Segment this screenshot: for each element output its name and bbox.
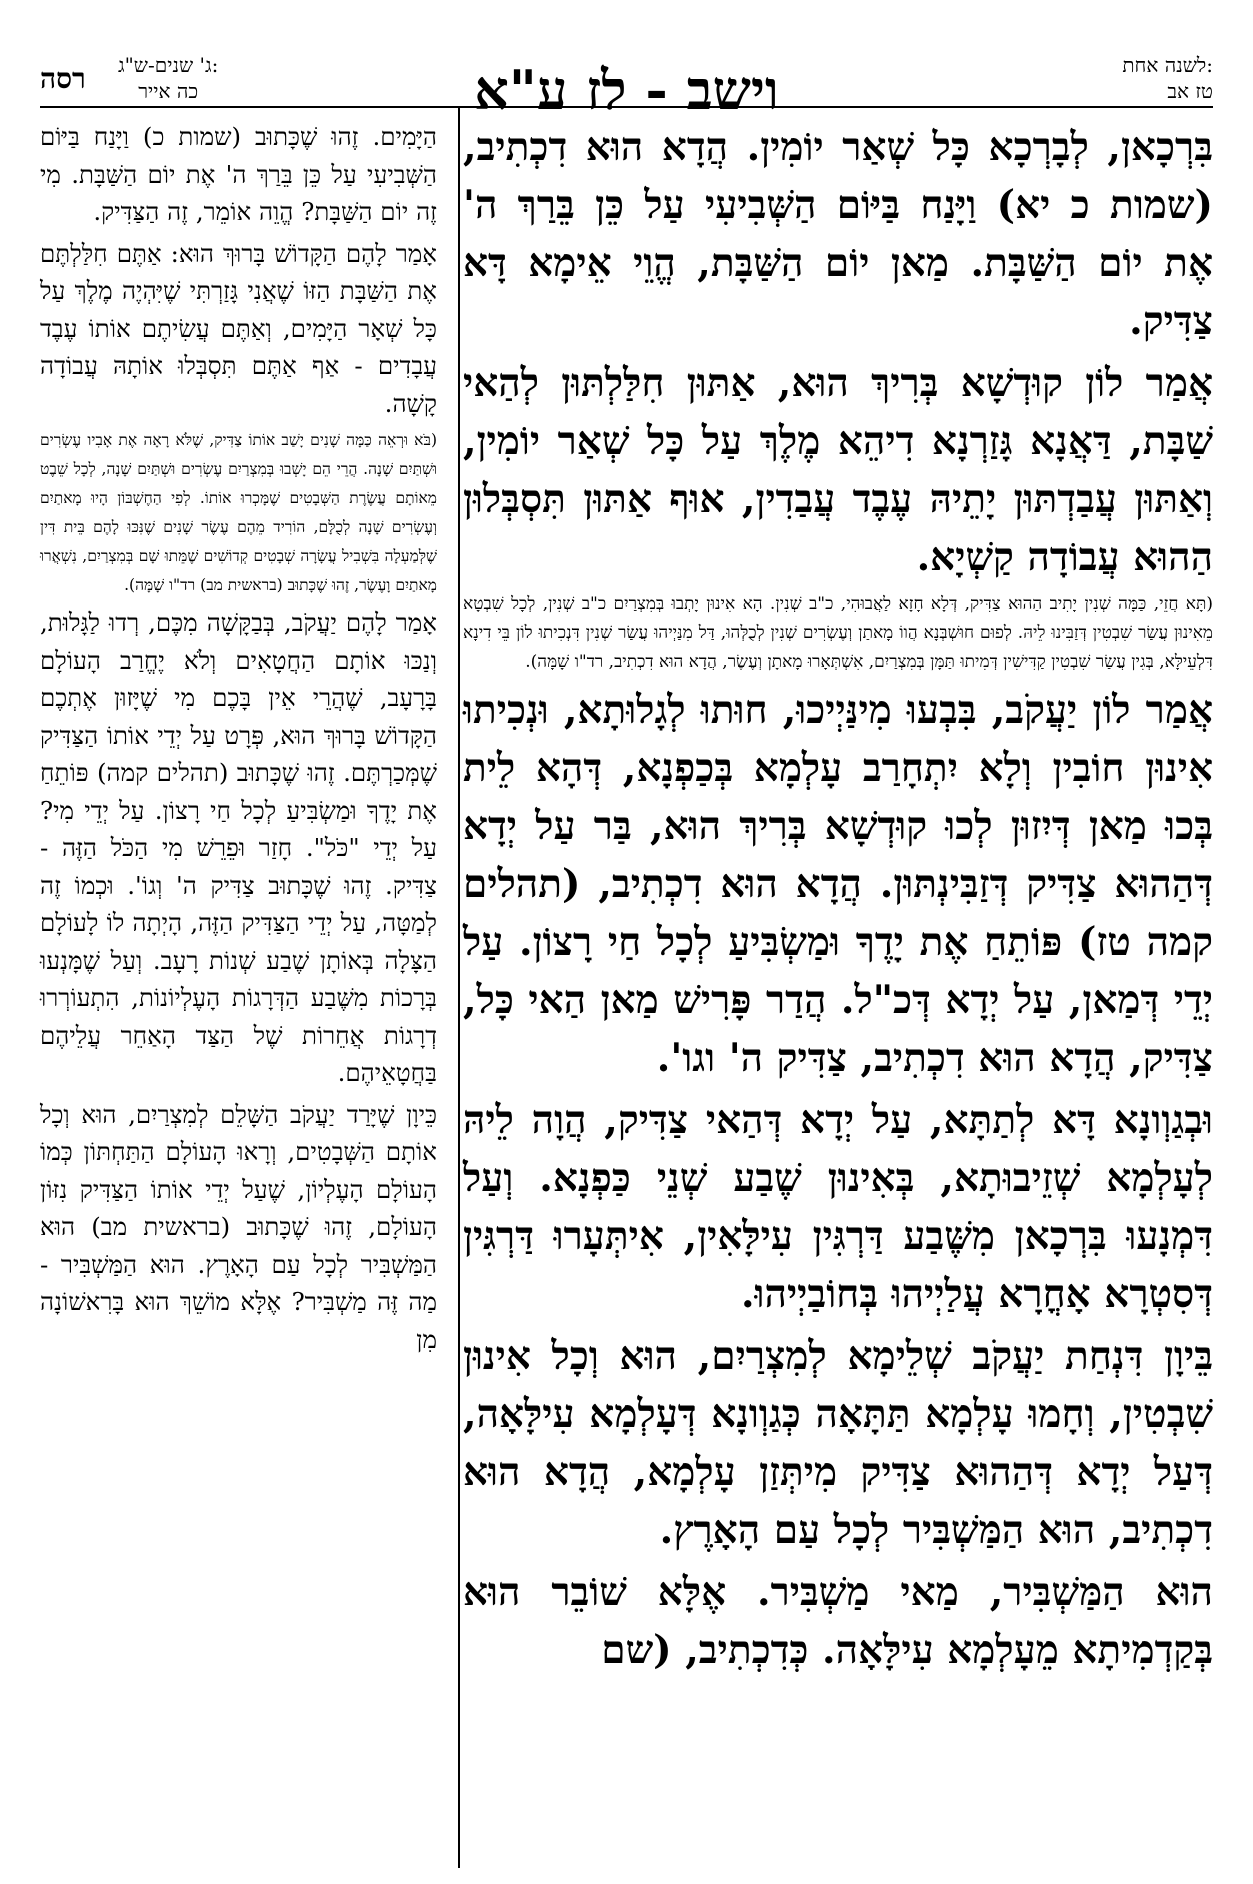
main-paragraph-5: בֵּיוָן דִּנְחַת יַעֲקֹב שְׁלֵימָא לְמִצְרַיִם, הוּא וְכָל אִינוּן שִׁבְטִין, וְחָמוּ עָלְמָא תַּתָּאָה כְּגַוְונָא דְּעָלְמָא עִילָּאָה, דְּעַל יְדָא דְּהַהוּא צַדִּיק מִיתְּזַן עָלְמָא, הֲדָא הוּא דִכְתִיב, הוּא הַמַּשְׁבִּיר לְכָל עַם הָאָרֶץ.	[463, 1333, 1213, 1553]
main-paragraph-6: הוּא הַמַּשְׁבִּיר, מַאי מַשְׁבִּיר. אֶלָּא שׁוֹבֵר הוּא בְּקַדְמִיתָא מֵעָלְמָא עִילָּאָה. כְּדִכְתִיב, (שם	[463, 1569, 1213, 1673]
main-paragraph-3: אֲמַר לוֹן יַעֲקֹב, בִּבְעוּ מִינַּיְיכוּ, חוּתוּ לְגָלוּתָא, וּנְכִיתוּ אִינוּן חוֹבִין וְלָא יִתְחָרַב עָלְמָא בְּכַפְנָא, דְּהָא לֵית בְּכוּ מַאן דְּיִזוּן לְכוּ קוּדְשָׁא בְּרִיךְ הוּא, בַּר עַל יְדָא דְּהַהוּא צַדִּיק דְּזַבִּינְתּוּן. הֲדָא הוּא דִכְתִיב, (תהלים קמה טז) פּוֹתֵחַ אֶת יָדֶךָ וּמַשְׂבִּיעַ לְכָל חַי רָצוֹן. עַל יְדֵי דְּמַאן, עַל יְדָא דְּכ"ל. הֲדַר פָּרִישׁ מַאן הַאי כָּל, צַדִּיק, הֲדָא הוּא דִכְתִיב, צַדִּיק ה' וגו'.	[463, 687, 1213, 1081]
page-title: וישב - לז ע"א	[474, 58, 779, 122]
main-paragraph-4: וּבְגַוְונָא דָּא לְתַתָּא, עַל יְדָא דְּהַאי צַדִּיק, הֲוָה לֵיהּ לְעָלְמָא שְׁזֵיבוּתָא, בְּאִינוּן שֶׁבַע שְׁנֵי כַּפְנָא. וְעַל דִּמְנָעוּ בִּרְכָאן מִשֶּׁבַע דַּרְגִּין עִילָּאִין, אִיתְּעָרוּ דַּרְגִּין דְּסִטְרָא אָחֳרָא עֲלַיְיהוּ בְּחוֹבַיְיהוּ.	[463, 1097, 1213, 1317]
side-paragraph-4: כֵּיוָן שֶׁיָּרַד יַעֲקֹב הַשָּׁלֵם לְמִצְרַיִם, הוּא וְכָל אוֹתָם הַשְּׁבָטִים, וְרָאוּ הָעוֹלָם הַתַּחְתּוֹן כְּמוֹ הָעוֹלָם הָעֶלְיוֹן, שֶׁעַל יְדֵי אוֹתוֹ הַצַּדִּיק נִזּוֹן הָעוֹלָם, זֶהוּ שֶׁכָּתוּב (בראשית מב) הוּא הַמַּשְׁבִּיר לְכָל עַם הָאָרֶץ. הוּא הַמַּשְׁבִּיר - מַה זֶּה מַשְׁבִּיר? אֶלָּא מוֹשֵׁךְ הוּא בָּרִאשׁוֹנָה מִן	[40, 1099, 437, 1354]
side-note-paragraph: (בֹּא וּרְאֵה כַּמָּה שָׁנִים יָשַׁב אוֹתוֹ צַדִּיק, שֶׁלֹּא רָאָה אֶת אָבִיו עֶשְׂרִים וּשְׁתַּיִם שָׁנָה. הֲרֵי הֵם יָשְׁבוּ בְּמִצְרַיִם עֶשְׂרִים וּשְׁתַּיִם שָׁנָה, לְכָל שֵׁבֶט מֵאוֹתָם עֲשֶׂרֶת הַשְּׁבָטִים שֶׁמָּכְרוּ אוֹתוֹ. לְפִי הַחֶשְׁבּוֹן הָיוּ מָאתַיִם וְעֶשְׂרִים שָׁנָה לְכֻלָּם, הוֹרִיד מֵהֶם עֶשֶׂר שָׁנִים שֶׁנִּכּוּ לָהֶם בֵּית דִּין שֶׁלְּמַעְלָה בִּשְׁבִיל עֲשָׂרָה שְׁבָטִים קְדוֹשִׁים שֶׁמֵּתוּ שָׁם בְּמִצְרַיִם, נִשְׁאֲרוּ מָאתַיִם וָעֶשֶׂר, זֶהוּ שֶׁכָּתוּב (בראשית מב) רד"ו שָׁמָּה).	[40, 431, 437, 594]
one-year-date: טז אב	[1167, 79, 1213, 103]
page-number: רסה	[40, 62, 86, 95]
one-year-label: לשנה אחת:	[1122, 53, 1213, 77]
three-year-date: כה אייר	[138, 79, 199, 103]
main-note-paragraph: (תָּא חֲזֵי, כַּמָּה שְׁנִין יָתִיב הַהוּא צַדִּיק, דְּלָא חָזָא לַאֲבוּהִי, כ"ב שְׁנִין. הָא אִינוּן יָתְבוּ בְּמִצְרַיִם כ"ב שְׁנִין, לְכָל שִׁבְטָא מֵאִינוּן עֲשַׂר שִׁבְטִין דְּזַבִּינוּ לֵיהּ. לְפוּם חוּשְׁבְּנָא הֲווֹ מָאתַן וְעֶשְׂרִים שְׁנִין לְכֻלְּהוּ, דַּל מִנַּיְיהוּ עֲשַׂר שְׁנִין דִּנְכִיתוּ לוֹן בֵּי דִינָא דִּלְעֵילָּא, בְּגִין עֲשַׂר שִׁבְטִין קַדִּישִׁין דְּמִיתוּ תַּמָּן בְּמִצְרַיִם, אִשְׁתְּאָרוּ מָאתָן וְעֶשֶׂר, הֲדָא הוּא דִכְתִיב, רד"ו שָׁמָּה).	[463, 594, 1213, 672]
side-paragraph-1: הַיָּמִים. זֶהוּ שֶׁכָּתוּב (שמות כ) וַיָּנַח בַּיּוֹם הַשְּׁבִיעִי עַל כֵּן בֵּרַךְ ה' אֶת יוֹם הַשַּׁבָּת. מִי זֶה יוֹם הַשַּׁבָּת? הֱוֵה אוֹמֵר, זֶה הַצַּדִּיק.	[40, 122, 437, 226]
side-paragraph-2: אָמַר לָהֶם הַקָּדוֹשׁ בָּרוּךְ הוּא: אַתֶּם חִלַּלְתֶּם אֶת הַשַּׁבָּת הַזּוֹ שֶׁאֲנִי גָּזַרְתִּי שֶׁיִּהְיֶה מֶלֶךְ עַל כָּל שְׁאָר הַיָּמִים, וְאַתֶּם עֲשִׂיתֶם אוֹתוֹ עֶבֶד עֲבָדִים - אַף אַתֶּם תִּסְבְּלוּ אוֹתָהּ עֲבוֹדָה קָשָׁה.	[40, 238, 437, 418]
header-rule	[40, 106, 1213, 108]
three-year-label: ג' שנים-ש"ג:	[118, 53, 219, 77]
aramaic-column	[463, 118, 1213, 1683]
column-divider	[458, 108, 460, 1868]
main-paragraph-2: אֲמַר לוֹן קוּדְשָׁא בְּרִיךְ הוּא, אַתּוּן חִלַּלְתּוּן לְהַאי שַׁבָּת, דַּאֲנָא גָּזַרְנָא דִיהֵא מֶלֶךְ עַל כָּל שְׁאַר יוֹמִין, וְאַתּוּן עֲבַדְתּוּן יָתֵיהּ עֶבֶד עֲבַדִין, אוּף אַתּוּן תִּסְבְּלוּן הַהוּא עֲבוֹדָה קַשְׁיָא.	[463, 360, 1213, 580]
hebrew-translation-column	[40, 118, 437, 1362]
side-paragraph-3: אָמַר לָהֶם יַעֲקֹב, בְּבַקָּשָׁה מִכֶּם, רְדוּ לַגָּלוּת, וְנַכּוּ אוֹתָם הַחֲטָאִים וְלֹא יֶחֱרַב הָעוֹלָם בָּרָעָב, שֶׁהֲרֵי אֵין בָּכֶם מִי שֶׁיָּזוּן אֶתְכֶם הַקָּדוֹשׁ בָּרוּךְ הוּא, פְּרָט עַל יְדֵי אוֹתוֹ הַצַּדִּיק שֶׁמְּכַרְתֶּם. זֶהוּ שֶׁכָּתוּב (תהלים קמה) פּוֹתֵחַ אֶת יָדֶךָ וּמַשְׂבִּיעַ לְכָל חַי רָצוֹן. עַל יְדֵי מִי? עַל יְדֵי "כֹּל". חָזַר וּפֵרֵשׁ מִי הַכֹּל הַזֶּה - צַדִּיק. זֶהוּ שֶׁכָּתוּב צַדִּיק ה' וְגוֹ'. וּכְמוֹ זֶה לְמַטָּה, עַל יְדֵי הַצַּדִּיק הַזֶּה, הָיְתָה לוֹ לָעוֹלָם הַצָּלָה בְּאוֹתָן שֶׁבַע שְׁנוֹת רָעָב. וְעַל שֶׁמָּנְעוּ בְּרָכוֹת מִשֶּׁבַע הַדְּרָגוֹת הָעֶלְיוֹנוֹת, הִתְעוֹרְרוּ דְרָגוֹת אֲחֵרוֹת שֶׁל הַצַּד הָאַחֵר עֲלֵיהֶם בַּחֲטָאֵיהֶם.	[40, 608, 437, 1087]
main-paragraph-1: בִּרְכָאן, לְבָרְכָא כָּל שְׁאַר יוֹמִין. הֲדָא הוּא דִכְתִיב, (שמות כ יא) וַיָּנַח בַּיּוֹם הַשְּׁבִיעִי עַל כֵּן בֵּרַךְ ה' אֶת יוֹם הַשַּׁבָּת. מַאן יוֹם הַשַּׁבָּת, הֱוֵי אֵימָא דָּא צַדִּיק.	[463, 124, 1213, 344]
